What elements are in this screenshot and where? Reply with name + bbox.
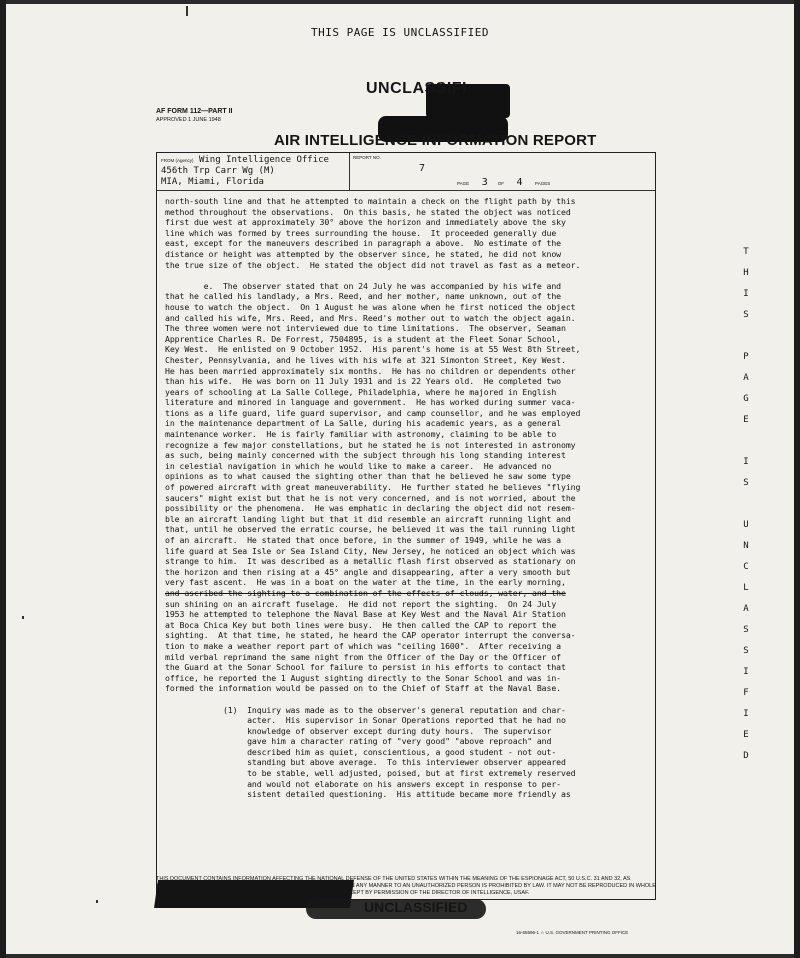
body-line: standing but above average. To this interviewer observer appeared [165, 757, 566, 768]
vertical-stamp-letter [740, 494, 752, 515]
vertical-stamp-letter: T [743, 247, 749, 257]
body-line: line which was formed by trees surrounding the house. It proceeded generally due [165, 227, 557, 238]
report-frame [156, 152, 656, 900]
body-line: that, until he observed the erratic course, he believed it was the tail running light [165, 524, 576, 535]
unclassified-stamp-bottom: UNCLASSIFIED [364, 899, 468, 915]
body-line: office, he reported the 1 August sighting directly to the Sonar School and was in- [165, 672, 562, 683]
body-line: north-south line and that he attempted to maintain a check on the flight path by this [165, 196, 576, 206]
vertical-stamp-letter: I [743, 667, 749, 677]
vertical-stamp-letter: E [743, 730, 749, 740]
from-agency [161, 155, 329, 188]
body-line: life guard at Sea Isle or Sea Island City, New Jersey, he noticed an object which was [165, 545, 576, 556]
body-line: Apprentice Charles R. De Forrest, 7504895, is a student at the Fleet Sonar School, [165, 333, 562, 344]
body-line: He has been married approximately six months. He has no children or dependents other [165, 365, 576, 376]
page-classification-banner: THIS PAGE IS UNCLASSIFIED [310, 26, 490, 39]
vertical-stamp-letter: A [743, 604, 749, 614]
body-line: in celestial navigation in which he would like to make a career. He advanced no [165, 460, 552, 471]
body-line: sighting. At that time, he stated, he heard the CAP operator interrupt the conversa- [165, 630, 576, 641]
body-line: than his wife. He was born on 11 July 1931 and is 22 Years old. He completed two [165, 376, 562, 387]
body-line: Key West. He enlisted on 9 October 1952. His parent's home is at 55 West 8th Street, [165, 344, 581, 355]
from-label: FROM (Agency) [161, 158, 194, 163]
body-line: possibility or the phenomena. He was emphatic in declaring the object did not resem- [165, 503, 576, 514]
vertical-stamp-letter: S [743, 646, 749, 656]
body-line: the Guard at the Sonar School for failure to persist in his efforts to contact that [165, 662, 566, 673]
report-header [157, 153, 655, 191]
unclassified-stamp-top: UNCLASSIFI [366, 80, 467, 97]
body-line: The three women were not interviewed due to time limitations. The observer, Seaman [165, 323, 566, 334]
vertical-stamp-letter [740, 431, 752, 452]
total-pages: 4 [516, 177, 523, 188]
body-line: tion to make a weather report part of which was "ceiling 1600". After receiving a [165, 640, 562, 651]
body-line: the horizon and then rising at a 45° angle and disappearing, after a very smooth but [165, 566, 571, 577]
body-line: mild verbal reprimand the same night from the Officer of the Day or the Officer of [165, 651, 562, 662]
vertical-stamp-letter: H [743, 268, 749, 278]
body-line: first due west at approximately 30° above the horizon and immediately above the sky [165, 217, 566, 228]
vertical-stamp-letter: L [743, 583, 749, 593]
report-number: 7 [419, 163, 426, 174]
body-line: (1) Inquiry was made as to the observer's general reputation and char- [165, 704, 566, 715]
body-line: sun shining on an aircraft fuselage. He did not report the sighting. On 24 July [165, 598, 557, 609]
body-line: sistent detailed questioning. His attitude became more friendly as [165, 789, 571, 800]
page-counter [457, 177, 550, 188]
vertical-stamp-letter: G [743, 394, 749, 404]
body-line: and ascribed the sighting to a combination of the effects of clouds, water, and the [165, 587, 566, 598]
vertical-unclassified-stamp [740, 242, 752, 767]
body-line: to be stable, well adjusted, poised, but at first extremely reserved [165, 768, 576, 779]
body-line: at Boca Chica Key but both lines were busy. He then called the CAP to report the [165, 619, 557, 630]
body-line: 1953 he attempted to telephone the Naval Base at Key West and the Naval Air Station [165, 609, 566, 620]
vertical-stamp-letter: I [743, 289, 749, 299]
body-line: maintenance worker. He is fairly familiar with astronomy, claiming to be able to [165, 429, 557, 440]
vertical-stamp-letter: I [743, 709, 749, 719]
body-line: that he called his landlady, a Mrs. Reed, and her mother, name unknown, out of the [165, 291, 562, 302]
form-approval-date: APPROVED 1 JUNE 1948 [156, 117, 221, 123]
body-line: the true size of the object. He stated the object did not travel as fast as a meteor. [165, 259, 581, 270]
body-line: very fast ascent. He was in a boat on the water at the time, in the early morning, [165, 577, 566, 588]
body-line: e. The observer stated that on 24 July he was accompanied by his wife and [165, 280, 562, 291]
body-line: described him as quiet, conscientious, a good student - not out- [165, 746, 557, 757]
body-line: opinions as to what caused the sighting other than that he believed he saw some type [165, 471, 571, 482]
body-line: literature and minored in language and government. He has worked during summer vaca- [165, 397, 576, 408]
body-line: formed the information would be passed on to the Chief of Staff at the Naval Base. [165, 683, 562, 694]
vertical-stamp-letter: S [743, 625, 749, 635]
from-line-2: 456th Trp Carr Wg (M) [161, 166, 275, 176]
body-line: acter. His supervisor in Sonar Operations reported that he had no [165, 715, 566, 726]
header-divider [349, 153, 350, 190]
pages-label: PAGES [535, 181, 551, 186]
body-line: Chester, Pennsylvania, and he lives with his wife at 321 Simonton Street, Key West. [165, 354, 566, 365]
vertical-stamp-letter: F [743, 688, 749, 698]
body-line: as such, being mainly concerned with the subject through his long standing interest [165, 450, 566, 461]
vertical-stamp-letter: I [743, 457, 749, 467]
from-line-3: MIA, Miami, Florida [161, 177, 264, 187]
report-body [165, 196, 651, 800]
body-line: in the maintenance department of La Salle, during his academic years, as a general [165, 418, 562, 429]
vertical-stamp-letter: S [743, 310, 749, 320]
page-number: 3 [481, 177, 488, 188]
scan-edge-right [794, 0, 800, 958]
vertical-stamp-letter: A [743, 373, 749, 383]
body-line: of an aircraft. He stated that once before, in the summer of 1949, while he was a [165, 535, 562, 545]
body-line [165, 270, 651, 281]
body-line: house to watch the object. On 1 August he was alone when he first noticed the object [165, 301, 576, 312]
body-line [165, 694, 651, 705]
body-line: and called his wife, Mrs. Reed, and Mrs. Reed's mother out to watch the object again. [165, 312, 576, 323]
body-line: of powered aircraft with great maneuverability. He further stated he believes "flying [165, 482, 581, 493]
body-line: recognize a few major constellations, but he stated he is not interested in astronomy [165, 439, 576, 450]
scan-speck [22, 616, 24, 619]
body-line: strange to him. It was described as a metallic flash first observed as stationary on [165, 556, 576, 567]
scan-speck [96, 900, 98, 903]
body-line: and would not elaborate on his answers except in response to per- [165, 778, 562, 789]
form-number: AF FORM 112—PART II [156, 108, 233, 115]
printing-office-mark: 16-55596-1 ☆ U.S. GOVERNMENT PRINTING OFFICE [516, 930, 629, 935]
body-line: knowledge of observer except during duty hours. The supervisor [165, 725, 552, 736]
report-no-label: REPORT NO. [353, 155, 381, 160]
of-label: OF [497, 181, 504, 186]
report-title: AIR INTELLIGENCE INFORMATION REPORT [274, 132, 597, 149]
vertical-stamp-letter: D [743, 751, 749, 761]
vertical-stamp-letter: E [743, 415, 749, 425]
classification-notice: THIS DOCUMENT CONTAINS INFORMATION AFFECTING THE NATIONAL DEFENSE OF THE UNITED STATES WITHIN THE MEANING OF THE ESPIONAGE ACT, 50 U.S.C. 31 AND 32, AS AMENDED. ITS TRANSMISSION OR THE REVELATION OF ITS CONTENTS IN ANY MANNER TO AN UNAUTHORIZED PERSON IS PROHIBITED BY LAW. IT MAY NOT BE REPRODUCED IN WHOLE OR IN PART, BY OTHER THAN UNITED STATES AIR FORCE AGENCIES, EXCEPT BY PERMISSION OF THE DIRECTOR OF INTELLIGENCE, USAF. [156, 876, 656, 896]
vertical-stamp-letter: C [743, 562, 749, 572]
vertical-stamp-letter: S [743, 478, 749, 488]
page-label: PAGE [457, 181, 470, 186]
vertical-stamp-letter: N [743, 541, 749, 551]
body-line: years of schooling at La Salle College, Philadelphia, where he majored in English [165, 386, 557, 397]
body-line: ble an aircraft landing light but that it did resemble an aircraft running light and [165, 513, 571, 524]
vertical-stamp-letter: U [743, 520, 749, 530]
form-identifier [156, 108, 233, 124]
body-line: east, except for the maneuvers described in paragraph a above. No estimate of the [165, 238, 562, 249]
from-line-1: Wing Intelligence Office [198, 155, 329, 165]
body-line: tions as a life guard, life guard supervisor, and camp counsellor, and he was employed [165, 407, 581, 418]
document-page [6, 4, 794, 954]
vertical-stamp-letter [740, 326, 752, 347]
vertical-stamp-letter: P [743, 352, 749, 362]
body-line: method throughout the observations. On this basis, he stated the object was noticed [165, 206, 571, 217]
body-line: distance or height was attempted by the observer since, he stated, he did not know [165, 248, 562, 259]
scan-speck [186, 6, 188, 16]
body-line: gave him a character rating of "very good" "above reproach" and [165, 736, 552, 747]
body-line: saucers" might exist but that he is not very concerned, and is not worried, about the [165, 492, 576, 503]
